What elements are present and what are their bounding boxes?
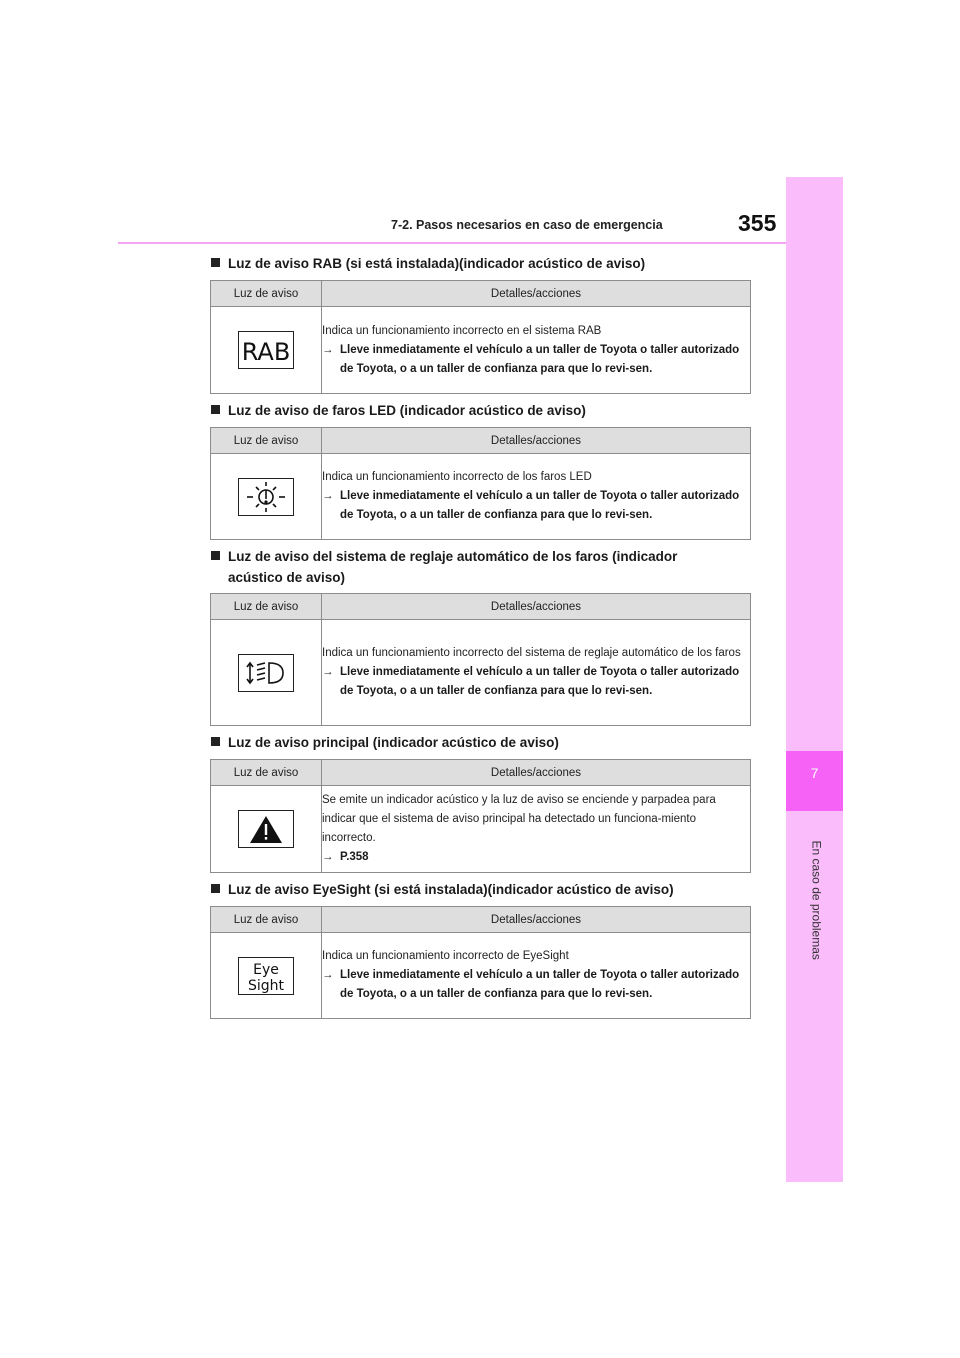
chapter-tab-marker xyxy=(786,751,843,811)
action-text: → Lleve inmediatamente el vehículo a un taller de Toyota o taller autorizado de Toyota, o a un taller de confianza para que lo revi-sen. xyxy=(322,663,750,701)
header-divider xyxy=(118,242,786,244)
warning-table-led xyxy=(210,427,751,540)
action-text: → Lleve inmediatamente el vehículo a un taller de Toyota o taller autorizado de Toyota, o a un taller de confianza para que lo revi-sen. xyxy=(322,341,750,379)
chapter-side-tab xyxy=(786,177,843,1182)
arrow-right-icon: → xyxy=(322,851,334,863)
square-bullet-icon xyxy=(211,884,220,893)
column-header-light: Luz de aviso xyxy=(211,907,322,933)
arrow-right-icon: → xyxy=(322,666,334,678)
arrow-right-icon: → xyxy=(322,490,334,502)
page-number: 355 xyxy=(738,210,777,236)
column-header-light: Luz de aviso xyxy=(211,594,322,620)
warning-table-eyesight xyxy=(210,906,751,1019)
headlight-leveling-warning-icon xyxy=(238,654,294,692)
warning-table-rab xyxy=(210,280,751,394)
section-heading-led: Luz de aviso de faros LED (indicador acústico de aviso) xyxy=(211,400,586,421)
section-header-title: 7-2. Pasos necesarios en caso de emergencia xyxy=(391,218,663,232)
column-header-light: Luz de aviso xyxy=(211,760,322,786)
section-heading-eyesight: Luz de aviso EyeSight (si está instalada)(indicador acústico de aviso) xyxy=(211,879,674,900)
rab-warning-icon xyxy=(238,331,294,369)
description-text: Indica un funcionamiento incorrecto de los faros LED xyxy=(322,471,592,483)
section-heading-rab: Luz de aviso RAB (si está instalada)(indicador acústico de aviso) xyxy=(211,253,645,274)
section-heading-master: Luz de aviso principal (indicador acústico de aviso) xyxy=(211,732,559,753)
warning-table-master xyxy=(210,759,751,873)
column-header-details: Detalles/acciones xyxy=(322,428,751,454)
warning-table-leveling xyxy=(210,593,751,726)
svg-text:Sight: Sight xyxy=(247,977,285,994)
column-header-details: Detalles/acciones xyxy=(322,594,751,620)
chapter-number: 7 xyxy=(810,765,819,781)
description-text: Se emite un indicador acústico y la luz de aviso se enciende y parpadea para indicar que el sistema de aviso principal ha detectado un funciona-miento incorrecto. xyxy=(322,794,716,844)
description-text: Indica un funcionamiento incorrecto en el sistema RAB xyxy=(322,324,602,337)
chapter-title: En caso de problemas xyxy=(809,840,824,960)
square-bullet-icon xyxy=(211,551,220,560)
column-header-light: Luz de aviso xyxy=(211,281,322,307)
square-bullet-icon xyxy=(211,258,220,267)
led-headlight-warning-icon xyxy=(238,478,294,516)
column-header-details: Detalles/acciones xyxy=(322,281,751,307)
arrow-right-icon: → xyxy=(322,969,334,981)
column-header-details: Detalles/acciones xyxy=(322,907,751,933)
page-reference: → P.358 xyxy=(322,848,750,867)
svg-text:Eye: Eye xyxy=(253,961,279,978)
master-warning-icon xyxy=(238,810,294,848)
arrow-right-icon: → xyxy=(322,343,334,356)
action-text: → Lleve inmediatamente el vehículo a un taller de Toyota o taller autorizado de Toyota, o a un taller de confianza para que lo revi-sen. xyxy=(322,487,750,525)
column-header-light: Luz de aviso xyxy=(211,428,322,454)
section-heading-leveling: Luz de aviso del sistema de reglaje automático de los faros (indicador acústico de aviso) xyxy=(211,546,677,588)
description-text: Indica un funcionamiento incorrecto del sistema de reglaje automático de los faros xyxy=(322,647,741,659)
svg-text:RAB: RAB xyxy=(241,338,291,366)
description-text: Indica un funcionamiento incorrecto de EyeSight xyxy=(322,950,569,962)
square-bullet-icon xyxy=(211,737,220,746)
action-text: → Lleve inmediatamente el vehículo a un taller de Toyota o taller autorizado de Toyota, o a un taller de confianza para que lo revi-sen. xyxy=(322,966,750,1004)
square-bullet-icon xyxy=(211,405,220,414)
column-header-details: Detalles/acciones xyxy=(322,760,751,786)
eyesight-warning-icon xyxy=(238,957,294,995)
